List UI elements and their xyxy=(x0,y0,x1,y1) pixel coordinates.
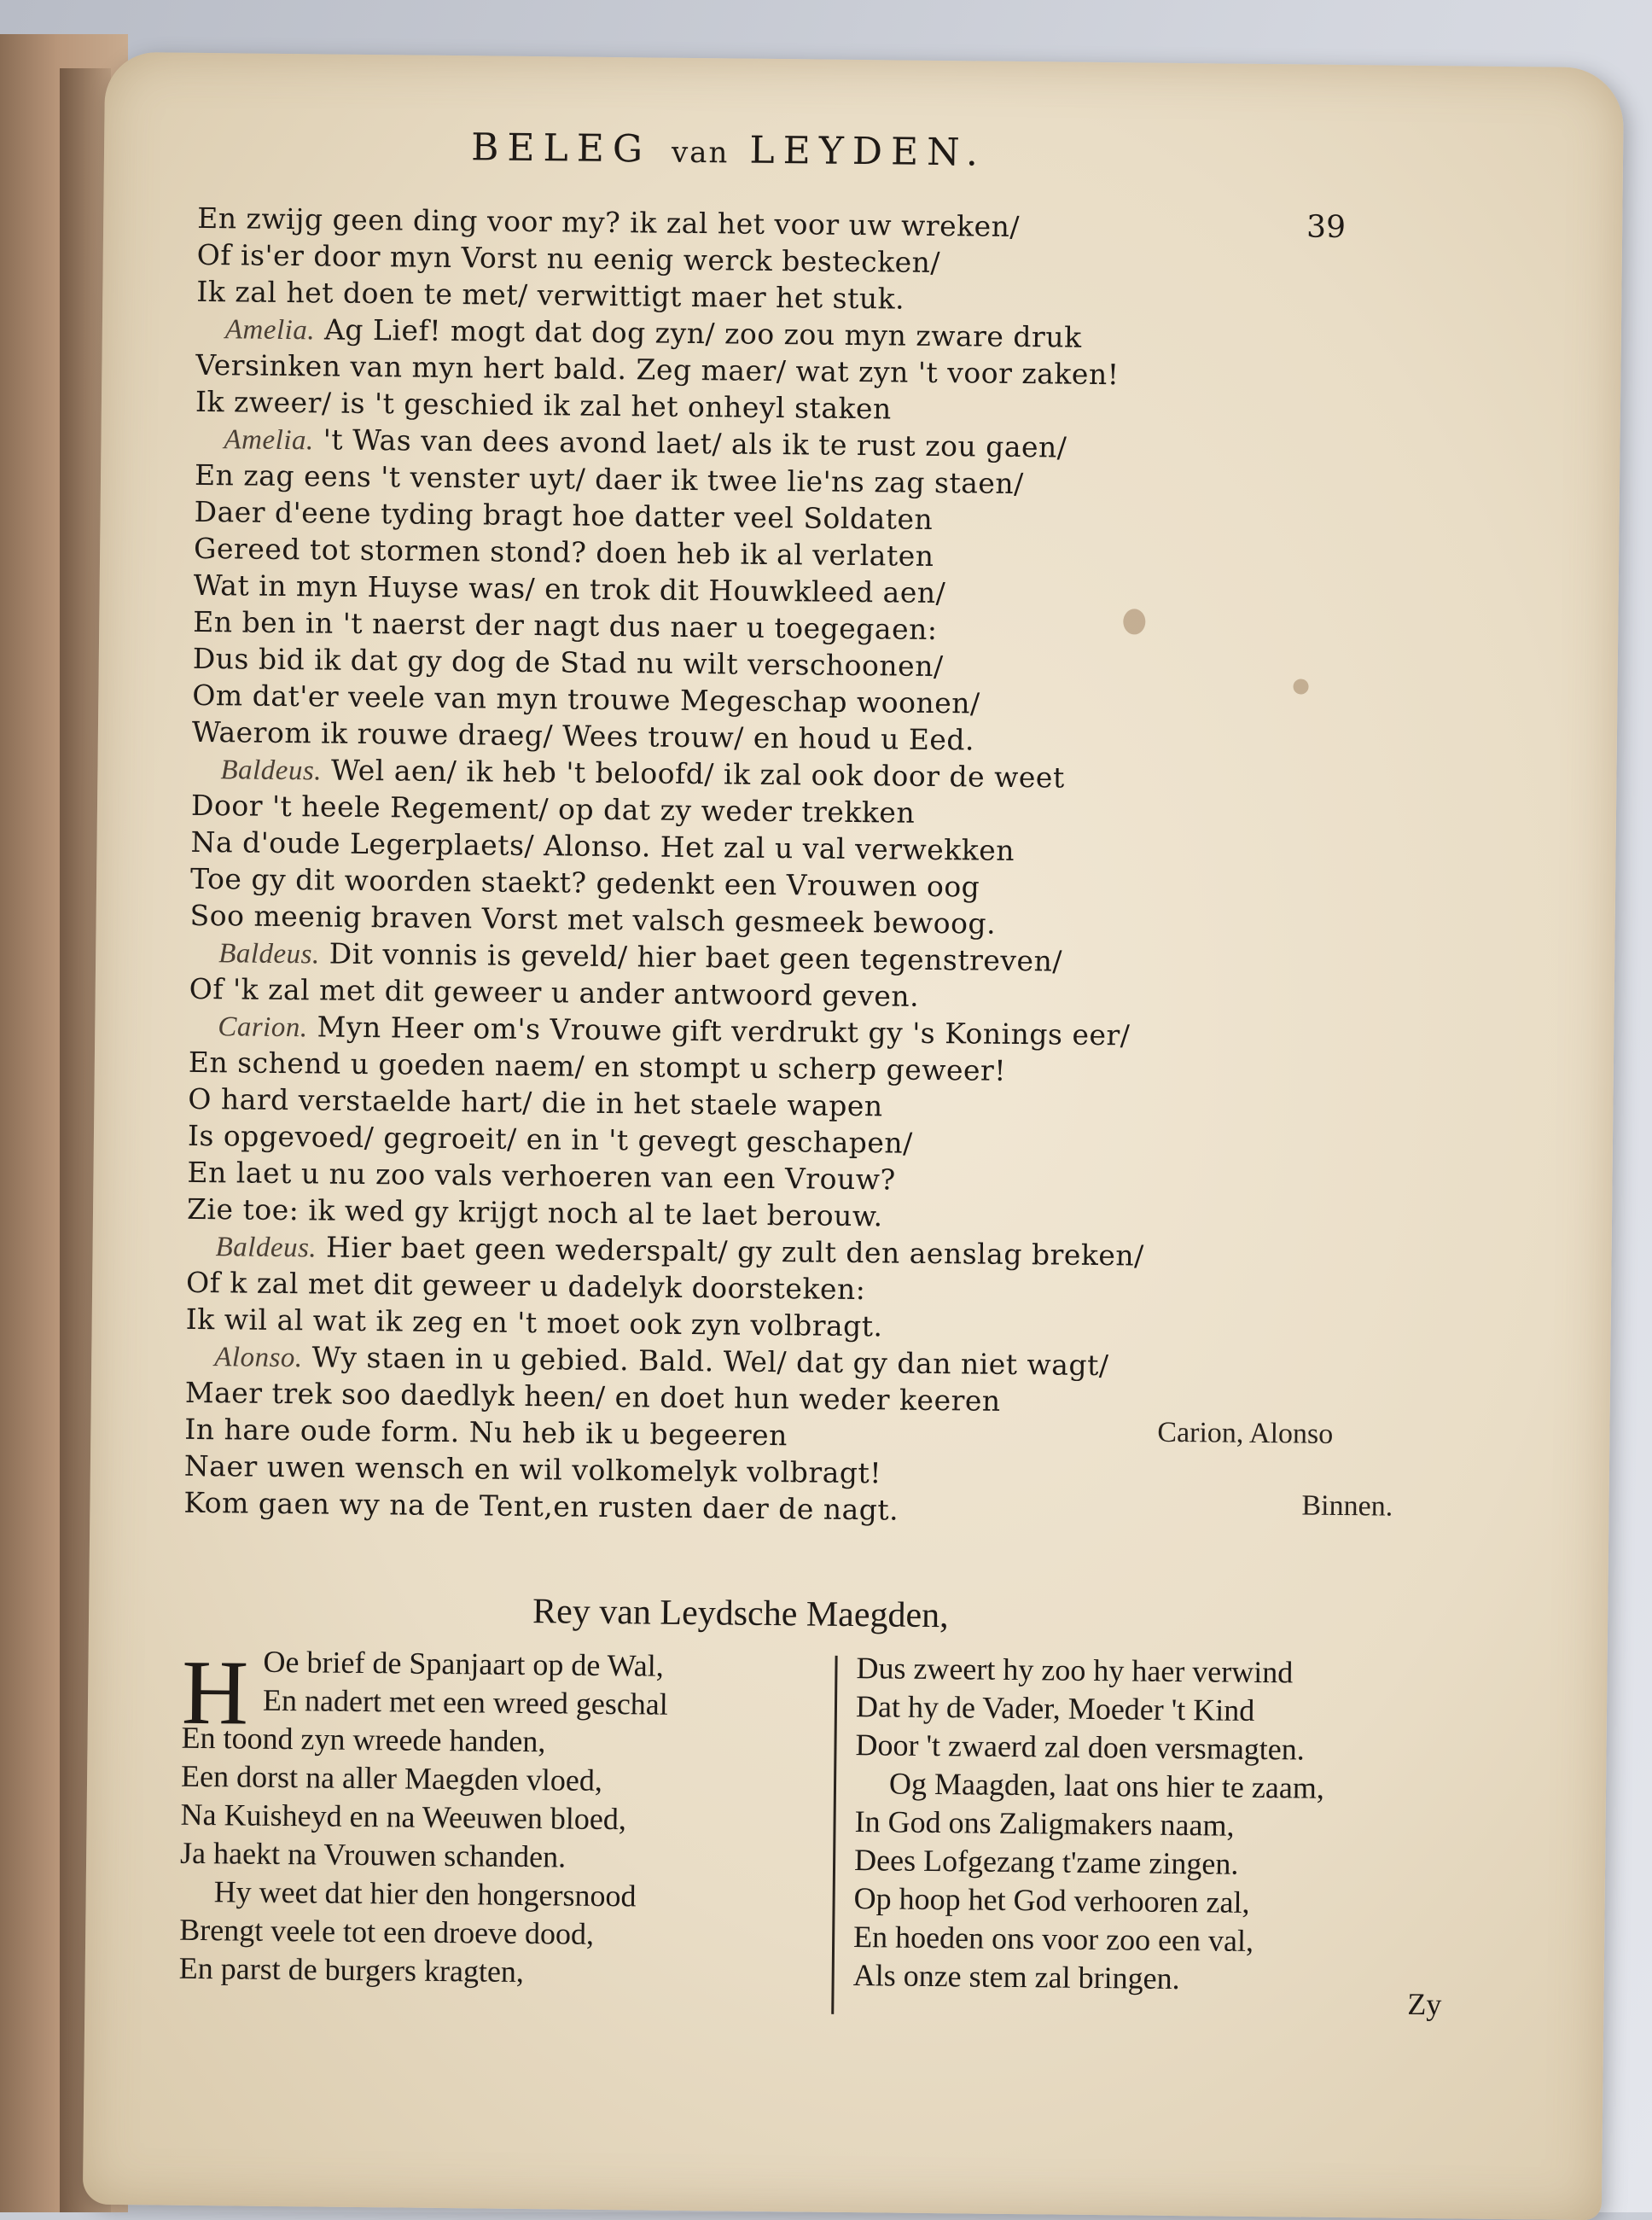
line-text: Dus bid ik dat gy dog de Stad nu wilt verschoonen/ xyxy=(192,641,944,684)
line-text: Myn Heer om's Vrouwe gift verdrukt gy 's Konings eer/ xyxy=(317,1010,1131,1052)
line-text: Naer uwen wensch en wil volkomelyk volbragt! xyxy=(183,1448,882,1490)
line-text: En zag eens 't venster uyt/ daer ik twee lie'ns zag staen/ xyxy=(194,457,1025,501)
verse-line: Ja haekt na Vrouwen schanden. xyxy=(179,1835,567,1874)
chorus-title: Rey van Leydsche Maegden, xyxy=(532,1592,949,1636)
line-text: Ag Lief! mogt dat dog zyn/ zoo zou myn zware druk xyxy=(323,312,1082,354)
line-text: Hier baet geen wederspalt/ gy zult den aenslag breken/ xyxy=(325,1230,1144,1273)
line-text: Na d'oude Legerplaets/ Alonso. Het zal u val verwekken xyxy=(190,824,1015,867)
line-text: In hare oude form. Nu heb ik u begeeren xyxy=(184,1412,788,1453)
speaker-name: Amelia. xyxy=(224,314,316,347)
line-text: Zie toe: ik wed gy krijgt noch al te laet berouw. xyxy=(186,1192,883,1233)
line-text: Door 't heele Regement/ op dat zy weder trekken xyxy=(190,788,916,830)
header-title-1: BELEG xyxy=(470,125,652,172)
line-text: 't Was van dees avond laet/ als ik te rust zou gaen/ xyxy=(323,422,1067,464)
drop-cap: H xyxy=(181,1641,249,1745)
verse-line: En toond zyn wreede handen, xyxy=(181,1720,546,1759)
speaker-name: Baldeus. xyxy=(215,1232,317,1264)
chorus-right-column xyxy=(852,1649,1470,2001)
line-text: Kom gaen wy na de Tent,en rusten daer de nagt. xyxy=(183,1485,899,1527)
dialogue-lines xyxy=(183,200,1443,1534)
line-text: En laet u nu zoo vals verhoeren van een Vrouw? xyxy=(187,1155,896,1197)
verse-line: Als onze stem zal bringen. xyxy=(852,1958,1180,1996)
verse-line: In God ons Zaligmakers naam, xyxy=(854,1804,1235,1843)
line-text: Of 'k zal met dit geweer u ander antwoord geven. xyxy=(189,971,920,1013)
line-text: Of is'er door myn Vorst nu eenig werck bestecken/ xyxy=(196,237,941,280)
verse-line: Na Kuisheyd en na Weeuwen bloed, xyxy=(180,1797,627,1837)
exit-names: Carion, Alonso xyxy=(1157,1416,1334,1450)
line-text: En zwijg geen ding voor my? ik zal het voor uw wreken/ xyxy=(197,201,1021,243)
line-text: Daer d'eene tyding bragt hoe datter veel Soldaten xyxy=(194,494,934,536)
verse-line: Og Maagden, laat ons hier te zaam, xyxy=(888,1766,1325,1805)
line-text: En schend u goeden naem/ en stompt u scherp geweer! xyxy=(188,1045,1007,1087)
line-text: Om dat'er veele van myn trouwe Megeschap woonen/ xyxy=(192,678,980,720)
verse-line: En parst de burgers kragten, xyxy=(178,1950,525,1990)
line-text: Ik zweer/ is 't geschied ik zal het onheyl staken xyxy=(195,384,892,426)
line-text: Ik zal het doen te met/ verwittigt maer het stuk. xyxy=(196,274,905,316)
speaker-name: Amelia. xyxy=(224,424,314,457)
verse-line: Dat hy de Vader, Moeder 't Kind xyxy=(855,1689,1255,1728)
verse-line: Door 't zwaerd zal doen versmagten. xyxy=(855,1728,1305,1767)
chorus-left-column xyxy=(179,1642,823,1995)
column-rule xyxy=(831,1656,837,2014)
verse-line: Hy weet dat hier den hongersnood xyxy=(213,1874,637,1914)
book-page xyxy=(83,52,1624,2220)
line-text: Waerom ik rouwe draeg/ Wees trouw/ en houd u Eed. xyxy=(191,714,975,757)
line-text: Of k zal met dit geweer u dadelyk doorsteken: xyxy=(185,1265,866,1307)
line-text: Soo meenig braven Vorst met valsch gesmeek bewoog. xyxy=(189,898,997,941)
header-title-small: van xyxy=(671,135,730,171)
speaker-name: Baldeus. xyxy=(218,938,320,970)
verse-line: En nadert met een wreed geschal xyxy=(262,1682,669,1722)
page-number: 39 xyxy=(1306,209,1347,245)
line-text: Dit vonnis is geveld/ hier baet geen tegenstreven/ xyxy=(329,936,1063,978)
exit-direction: Binnen. xyxy=(1301,1489,1393,1523)
speaker-name: Carion. xyxy=(218,1011,308,1044)
header-title-2: LEYDEN. xyxy=(749,128,987,175)
line-text: Ik wil al wat ik zeg en 't moet ook zyn volbragt. xyxy=(185,1302,883,1343)
speaker-name: Baldeus. xyxy=(220,755,323,787)
running-header xyxy=(471,125,1240,193)
verse-line: Op hoop het God verhooren zal, xyxy=(853,1881,1250,1920)
line-text: Wat in myn Huyse was/ en trok dit Houwkleed aen/ xyxy=(193,568,946,610)
line-text: Versinken van myn hert bald. Zeg maer/ wat zyn 't voor zaken! xyxy=(195,347,1120,392)
verse-line: Brengt veele tot een droeve dood, xyxy=(179,1912,595,1951)
verse-line: Dees Lofgezang t'zame zingen. xyxy=(853,1843,1239,1881)
line-text: Is opgevoed/ gegroeit/ en in 't gevegt geschapen/ xyxy=(187,1118,913,1160)
verse-line: Een dorst na aller Maegden vloed, xyxy=(180,1758,603,1798)
verse-line: En hoeden ons voor zoo een val, xyxy=(852,1920,1254,1958)
line-text: Wel aen/ ik heb 't beloofd/ ik zal ook door de weet xyxy=(330,753,1065,795)
catchword: Zy xyxy=(1407,1986,1442,2022)
page-content xyxy=(177,121,1461,2182)
line-text: Wy staen in u gebied. Bald. Wel/ dat gy dan niet wagt/ xyxy=(311,1340,1109,1383)
line-text: O hard verstaelde hart/ die in het staele wapen xyxy=(188,1081,883,1123)
line-text: Maer trek soo daedlyk heen/ en doet hun weder keeren xyxy=(184,1375,1001,1418)
line-text: En ben in 't naerst der nagt dus naer u toegegaen: xyxy=(193,604,938,646)
verse-line: Dus zweert hy zoo hy haer verwind xyxy=(856,1651,1294,1690)
verse-line: Oe brief de Spanjaart op de Wal, xyxy=(263,1644,664,1683)
line-text: Gereed tot stormen stond? doen heb ik al verlaten xyxy=(193,531,934,573)
line-text: Toe gy dit woorden staekt? gedenkt een Vrouwen oog xyxy=(189,861,980,904)
speaker-name: Alonso. xyxy=(214,1342,303,1374)
